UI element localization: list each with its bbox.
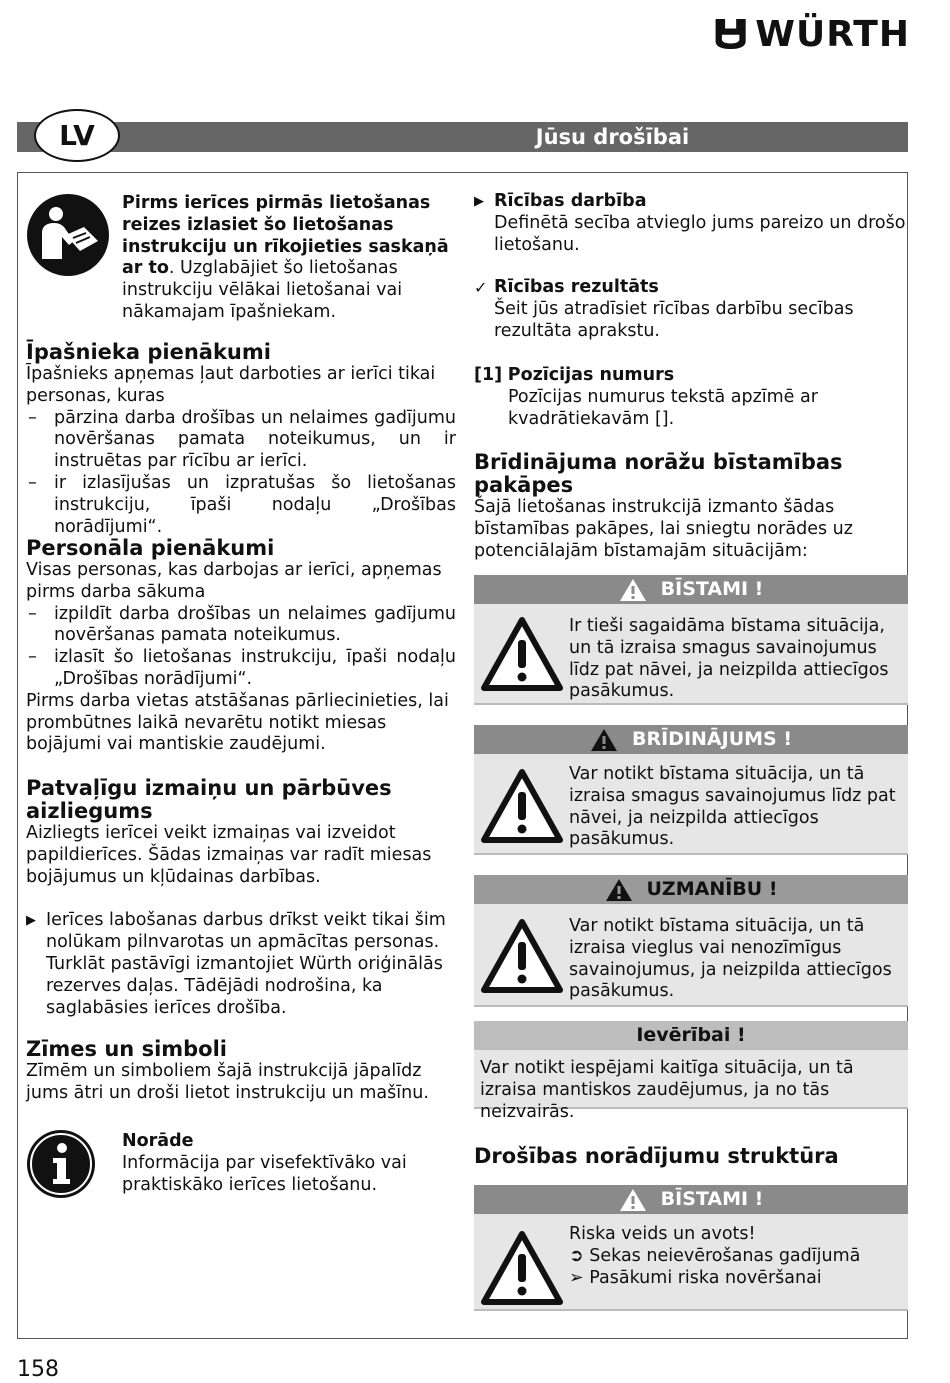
structure-heading: Drošības norādījumu struktūra <box>474 1144 839 1168</box>
owner-list <box>26 408 456 539</box>
personnel-heading: Personāla pienākumi <box>26 536 275 560</box>
action-step-text: Definētā secība atvieglo jums pareizo un drošo lietošanu. <box>494 212 906 255</box>
language-badge: LV <box>34 109 120 162</box>
action-result-title: Rīcības rezultāts <box>494 277 659 297</box>
danger-header <box>474 575 908 604</box>
warning-text: Var notikt bīstama situācija, un tā izraisa smagus savainojumus līdz pat nāvei, ja neizpilda attiecīgos pasākumus. <box>569 764 896 850</box>
symbols-text: Zīmēm un simboliem šajā instrukcijā jāpalīdz jums ātri un droši lietot instrukciju un mašīnu. <box>26 1061 429 1103</box>
warning-levels-text: Šajā lietošanas instrukcijā izmanto šādas bīstamības pakāpes, lai sniegtu norādes uz potenciālajām bīstamajām situācijām: <box>474 497 853 561</box>
intro-text <box>122 193 456 324</box>
danger-box <box>474 575 908 705</box>
attention-label: Ievērībai ! <box>636 1024 746 1046</box>
list-item: – izlasīt šo lietošanas instrukciju, īpaši nodaļu „Drošības norādījumi“. <box>28 647 456 689</box>
list-item: – pārzina darba drošības un nelaimes gadījumu novēršanas pamata noteikumus, un ir instruētas par rīcību ar ierīci. <box>28 407 456 472</box>
structure-section <box>474 1145 910 1168</box>
brand-logo <box>714 12 910 56</box>
action-step-title: Rīcības darbība <box>494 191 647 211</box>
warning-triangle-icon <box>619 1188 647 1212</box>
intro-rest-text: . Uzglabājiet šo lietošanas instrukciju vēlākai lietošanai vai nākamajam īpašniekam. <box>122 258 403 322</box>
dash-marker: – <box>28 647 37 668</box>
position-mark: [1] <box>474 365 503 385</box>
prohibition-heading: Patvaļīgu izmaiņu un pārbūves aizliegums <box>26 776 392 823</box>
repair-note: ▶ Ierīces labošanas darbus drīkst veikt tikai šim nolūkam pilnvarotas un apmācītas personas. Turklāt pastāvīgi izmantojiet Würth oriģinālās rezerves daļas. Tādējādi nodrošina, ka saglabāsies ierīces drošība. <box>26 910 446 1018</box>
personnel-list <box>26 604 456 691</box>
warning-levels-heading: Brīdinājuma norāžu bīstamības pakāpes <box>474 450 843 497</box>
wurth-logo-icon <box>714 13 747 55</box>
intro-bold-text: Pirms ierīces pirmās lietošanas reizes izlasiet šo lietošanas instrukciju un rīkojieties saskaņā ar to <box>122 193 449 279</box>
action-result-section <box>474 277 910 342</box>
structure-line-1: Riska veids un avots! <box>569 1224 756 1244</box>
action-step-section <box>474 191 910 256</box>
personnel-outro: Pirms darba vietas atstāšanas pārliecinieties, lai prombūtnes laikā nevarētu notikt miesas bojājumi vai mantiskie zaudējumi. <box>26 690 449 755</box>
consequence-icon: ➲ <box>569 1245 584 1266</box>
structure-header <box>474 1185 908 1214</box>
list-item: – izpildīt darba drošības un nelaimes gadījumu novēršanas pamata noteikumus. <box>28 603 456 646</box>
warning-header <box>474 725 908 754</box>
info-icon <box>26 1129 96 1199</box>
owner-section <box>26 341 456 538</box>
section-header-bar <box>17 122 908 152</box>
arrow-marker: ▶ <box>474 194 484 209</box>
warning-triangle-icon <box>605 878 633 902</box>
caution-box <box>474 875 908 1007</box>
symbols-heading: Zīmes un simboli <box>26 1037 228 1061</box>
dash-marker: – <box>28 472 37 493</box>
caution-header <box>474 875 908 904</box>
structure-lines <box>569 1224 906 1289</box>
note-body: Informācija par visefektīvāko vai praktiskāko ierīces lietošanu. <box>122 1152 407 1195</box>
content-frame <box>17 172 908 1339</box>
structure-label: BĪSTAMI ! <box>660 1188 764 1210</box>
position-number-section <box>474 365 910 430</box>
danger-label: BĪSTAMI ! <box>660 578 764 600</box>
warning-triangle-icon <box>619 578 647 602</box>
dash-marker: – <box>28 603 37 624</box>
structure-line-3: ➢ Pasākumi riska novēršanai <box>569 1267 822 1288</box>
warning-triangle-icon <box>480 918 564 994</box>
structure-line-2: ➲ Sekas neievērošanas gadījumā <box>569 1245 861 1266</box>
warning-triangle-icon <box>480 616 564 692</box>
arrow-marker: ▶ <box>26 913 36 929</box>
note-text <box>122 1131 456 1196</box>
personnel-section <box>26 537 456 756</box>
warning-triangle-icon <box>480 1230 564 1306</box>
symbols-section <box>26 1038 456 1105</box>
caution-text: Var notikt bīstama situācija, un tā izraisa vieglus vai nenozīmīgus savainojumus, ja neizpilda attiecīgos pasākumus. <box>569 916 892 1002</box>
measure-icon: ➢ <box>569 1267 584 1288</box>
position-text: Pozīcijas numurus tekstā apzīmē ar kvadrātiekavām []. <box>508 386 818 429</box>
note-title: Norāde <box>122 1131 194 1151</box>
attention-header <box>474 1021 908 1050</box>
caution-label: UZMANĪBU ! <box>646 878 778 900</box>
dash-marker: – <box>28 407 37 428</box>
prohibition-section <box>26 777 456 1019</box>
brand-name: WÜRTH <box>755 13 910 55</box>
action-result-text: Šeit jūs atradīsiet rīcības darbību secības rezultāta aprakstu. <box>494 298 854 341</box>
page-number: 158 <box>17 1357 59 1382</box>
warning-levels-section <box>474 451 910 562</box>
list-item: – ir izlasījušas un izpratušas šo lietošanas instrukciju, īpaši nodaļu „Drošības norādījumi“. <box>28 472 456 537</box>
page-title: Jūsu drošībai <box>535 125 690 149</box>
owner-heading: Īpašnieka pienākumi <box>26 340 271 364</box>
warning-triangle-icon <box>480 768 564 844</box>
attention-body <box>474 1050 908 1123</box>
structure-box <box>474 1185 908 1311</box>
prohibition-text: Aizliegts ierīcei veikt izmaiņas vai izveidot papildierīces. Šādas izmaiņas var radīt miesas bojājumus un kļūdainas darbības. <box>26 823 432 887</box>
warning-label: BRĪDINĀJUMS ! <box>632 728 792 750</box>
check-marker: ✓ <box>474 278 488 297</box>
position-title: Pozīcijas numurs <box>507 365 675 385</box>
danger-text: Ir tieši sagaidāma bīstama situācija, un tā izraisa smagus savainojumus līdz pat nāvei, ja neizpilda attiecīgos pasākumus. <box>569 616 889 702</box>
attention-box <box>474 1021 908 1122</box>
read-manual-icon <box>26 193 110 277</box>
attention-text: Var notikt iespējami kaitīga situācija, un tā izraisa mantiskos zaudējumus, ja no tās neizvairās. <box>480 1058 854 1122</box>
owner-intro: Īpašnieks apņemas ļaut darboties ar ierīci tikai personas, kuras <box>26 364 436 406</box>
warning-box <box>474 725 908 855</box>
warning-triangle-icon <box>590 728 618 752</box>
personnel-intro: Visas personas, kas darbojas ar ierīci, apņemas pirms darba sākuma <box>26 560 442 602</box>
